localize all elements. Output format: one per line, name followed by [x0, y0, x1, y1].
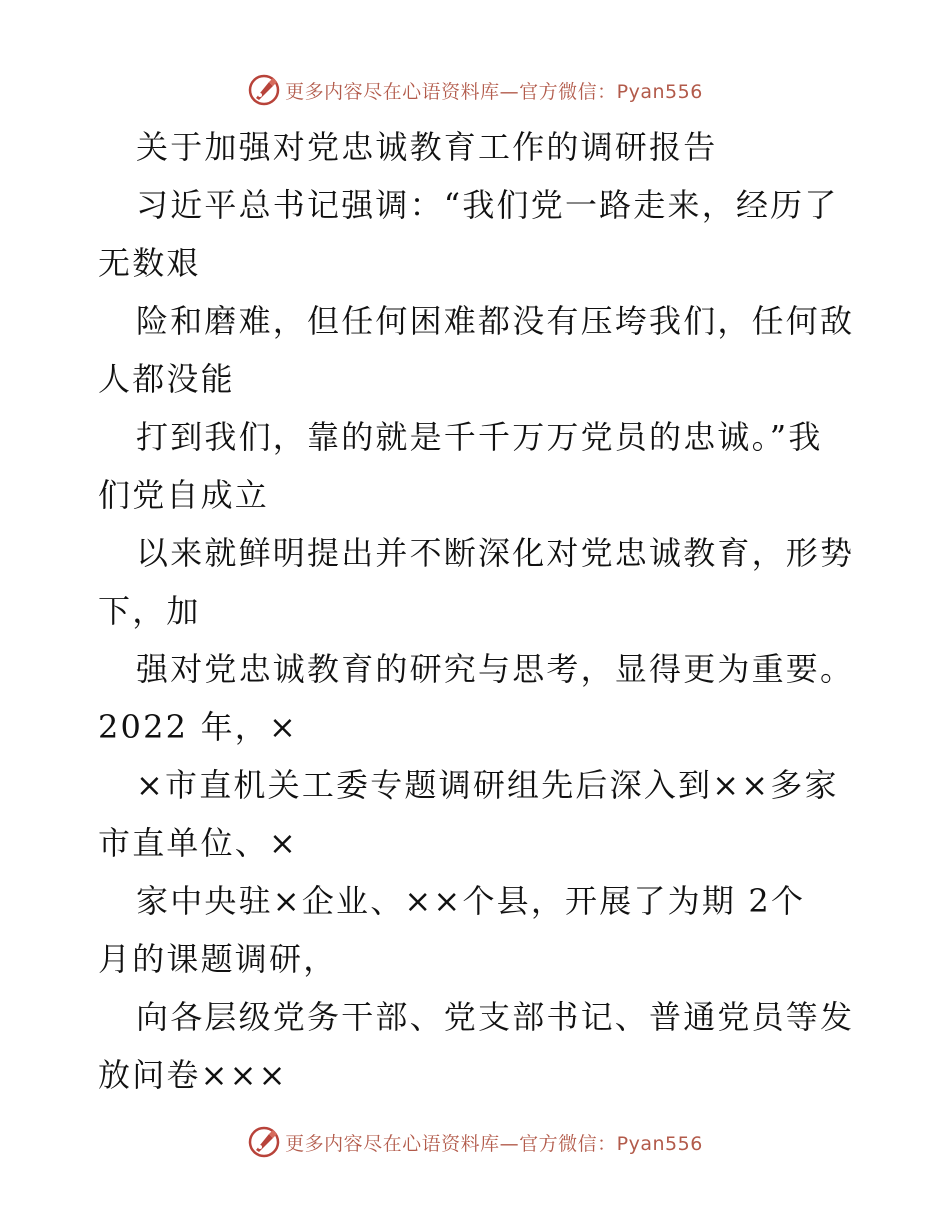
paragraph-line: 无数艰 [98, 244, 201, 282]
report-title: 关于加强对党忠诚教育工作的调研报告 [136, 128, 718, 166]
paragraph-line: 家中央驻×企业、××个县，开展了为期 2个 [136, 882, 806, 920]
paragraph-line: 人都没能 [98, 360, 235, 398]
footer-watermark [0, 1122, 950, 1162]
watermark-text: 更多内容尽在心语资料库—官方微信：Pyan556 [285, 1132, 703, 1155]
paragraph-line: 险和磨难，但任何困难都没有压垮我们，任何敌 [136, 302, 855, 340]
paragraph-line: 市直单位、× [98, 824, 299, 862]
watermark-text: 更多内容尽在心语资料库—官方微信：Pyan556 [285, 80, 703, 103]
paragraph-line: 以来就鲜明提出并不断深化对党忠诚教育，形势 [136, 534, 855, 572]
pen-nib-circle-icon [247, 73, 281, 107]
paragraph-line: 2022 年，× [98, 708, 299, 746]
pen-nib-circle-icon [247, 1125, 281, 1159]
paragraph-line: 强对党忠诚教育的研究与思考，显得更为重要。 [136, 650, 855, 688]
paragraph-line: 月的课题调研， [98, 940, 338, 978]
paragraph-line: 放问卷××× [98, 1056, 288, 1094]
paragraph-line: 下，加 [98, 592, 201, 630]
paragraph-line: 们党自成立 [98, 476, 270, 514]
paragraph-line: ×市直机关工委专题调研组先后深入到××多家 [136, 766, 839, 804]
header-watermark [0, 70, 950, 110]
paragraph-line: 习近平总书记强调：“我们党一路走来，经历了 [136, 186, 839, 224]
document-body [98, 118, 858, 1104]
paragraph-line: 向各层级党务干部、党支部书记、普通党员等发 [136, 998, 855, 1036]
paragraph-line: 打到我们，靠的就是千千万万党员的忠诚。”我 [136, 418, 823, 456]
